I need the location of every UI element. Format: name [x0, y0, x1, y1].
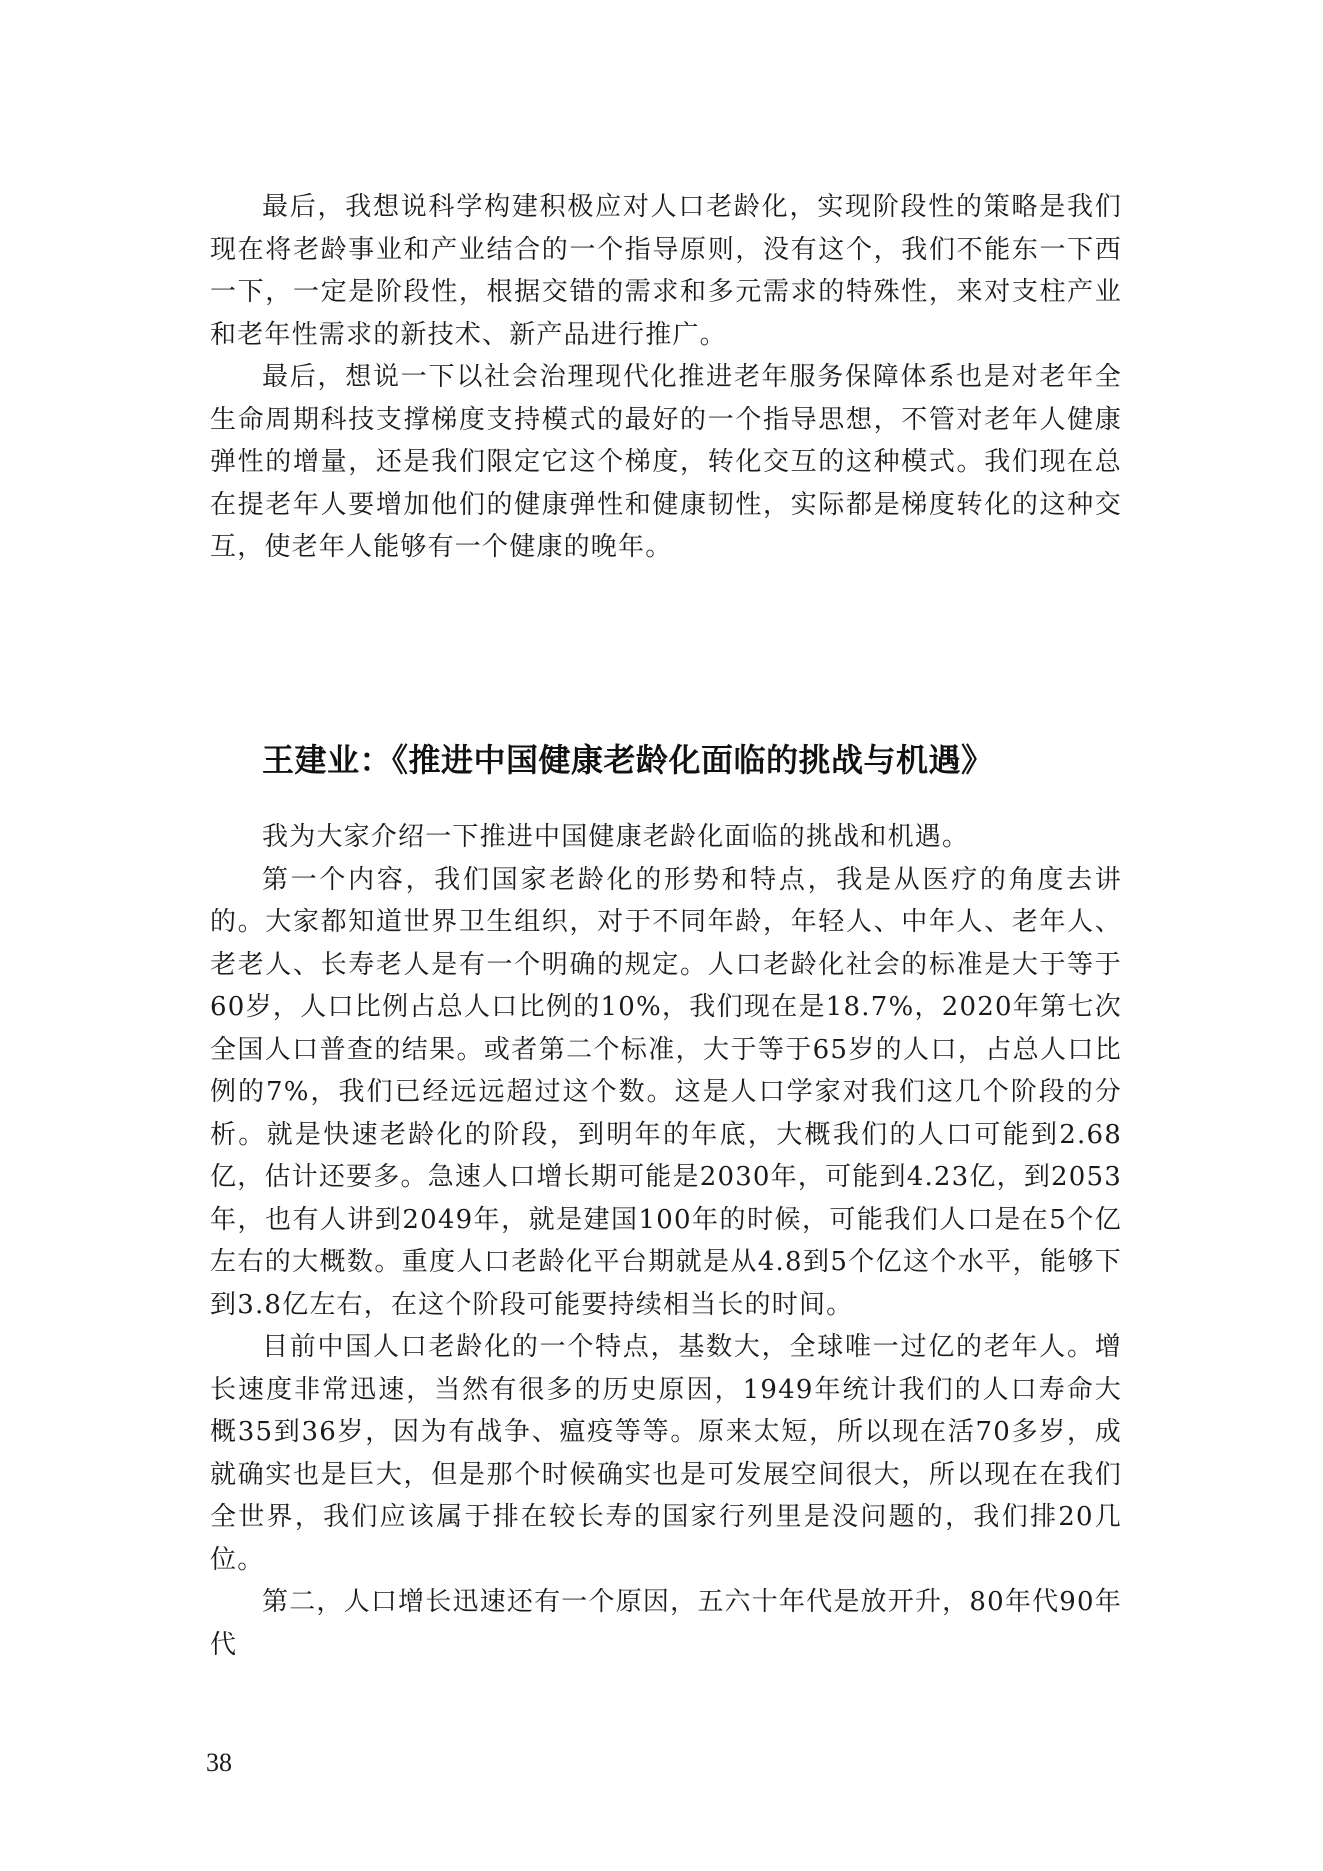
paragraph: 最后，想说一下以社会治理现代化推进老年服务保障体系也是对老年全生命周期科技支撑梯度支持模式的最好的一个指导思想，不管对老年人健康弹性的增量，还是我们限定它这个梯度，转化交互的这种模式。我们现在总在提老年人要增加他们的健康弹性和健康韧性，实际都是梯度转化的这种交互，使老年人能够有一个健康的晚年。 [210, 362, 1122, 562]
page-number: 38 [206, 1748, 232, 1777]
text-block-closing-remarks [210, 186, 1122, 569]
paragraph: 我为大家介绍一下推进中国健康老龄化面临的挑战和机遇。 [262, 822, 970, 852]
text-block-speech [210, 816, 1122, 1666]
paragraph: 第一个内容，我们国家老龄化的形势和特点，我是从医疗的角度去讲的。大家都知道世界卫生组织，对于不同年龄，年轻人、中年人、老年人、老老人、长寿老人是有一个明确的规定。人口老龄化社会的标准是大于等于60岁，人口比例占总人口比例的10%，我们现在是18.7%，2020年第七次全国人口普查的结果。或者第二个标准，大于等于65岁的人口，占总人口比例的7%，我们已经远远超过这个数。这是人口学家对我们这几个阶段的分析。就是快速老龄化的阶段，到明年的年底，大概我们的人口可能到2.68亿，估计还要多。急速人口增长期可能是2030年，可能到4.23亿，到2053年，也有人讲到2049年，就是建国100年的时候，可能我们人口是在5个亿左右的大概数。重度人口老龄化平台期就是从4.8到5个亿这个水平，能够下到3.8亿左右，在这个阶段可能要持续相当长的时间。 [210, 864, 1122, 1320]
paragraph: 目前中国人口老龄化的一个特点，基数大，全球唯一过亿的老年人。增长速度非常迅速，当然有很多的历史原因，1949年统计我们的人口寿命大概35到36岁，因为有战争、瘟疫等等。原来太短，所以现在活70多岁，成就确实也是巨大，但是那个时候确实也是可发展空间很大，所以现在在我们全世界，我们应该属于排在较长寿的国家行列里是没问题的，我们排20几位。 [210, 1332, 1122, 1575]
paragraph: 最后，我想说科学构建积极应对人口老龄化，实现阶段性的策略是我们现在将老龄事业和产业结合的一个指导原则，没有这个，我们不能东一下西一下，一定是阶段性，根据交错的需求和多元需求的特殊性，来对支柱产业和老年性需求的新技术、新产品进行推广。 [210, 192, 1122, 350]
paragraph: 第二，人口增长迅速还有一个原因，五六十年代是放开升，80年代90年代 [210, 1587, 1122, 1660]
section-heading: 王建业：《推进中国健康老龄化面临的挑战与机遇》 [262, 741, 994, 779]
